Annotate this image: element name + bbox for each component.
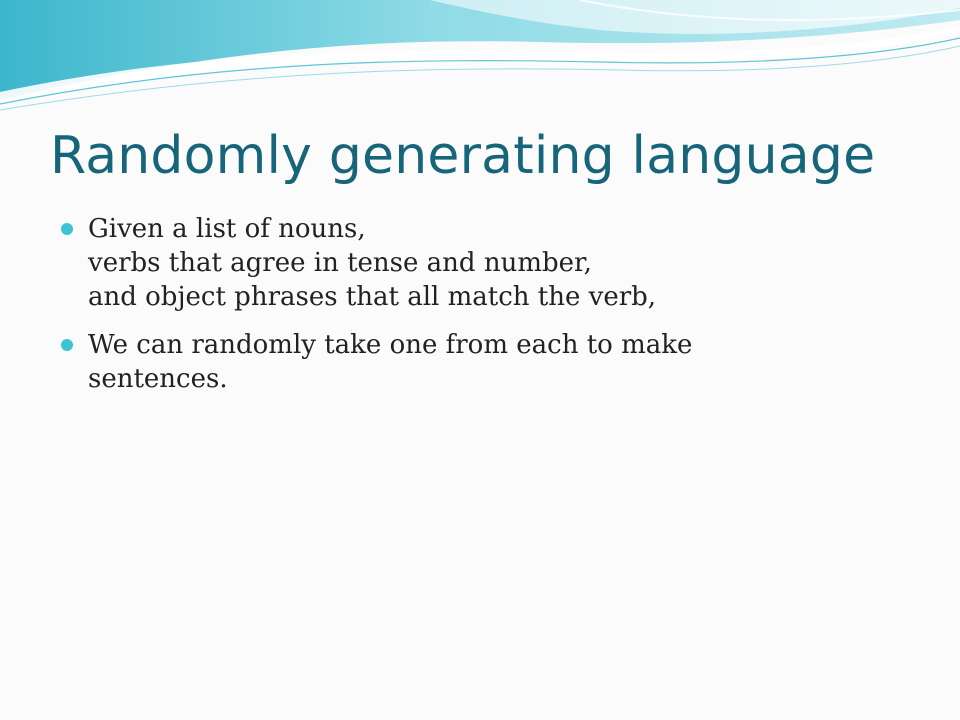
bullet-line: sentences. [88,364,228,394]
bullet-dot-icon [61,223,73,235]
bullet-item [60,212,900,314]
bullet-list [60,212,900,410]
bullet-line: We can randomly take one from each to make [88,330,693,360]
bullet-dot-icon [61,339,73,351]
bullet-item [60,328,900,396]
bullet-line: Given a list of nouns, [88,214,366,244]
header-wave-decoration [0,0,960,120]
slide-title: Randomly generating language [50,126,876,186]
bullet-line: and object phrases that all match the verb, [88,282,657,312]
bullet-line: verbs that agree in tense and number, [88,248,592,278]
